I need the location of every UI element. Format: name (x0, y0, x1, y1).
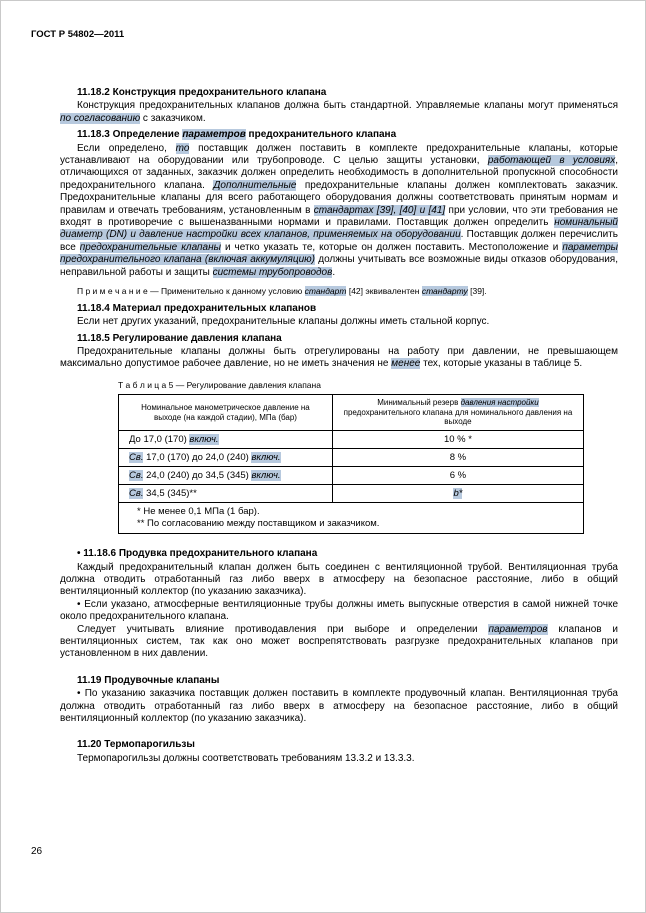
text-run: 24,0 (240) до 34,5 (345) (143, 469, 252, 481)
text-run: Если нет других указаний, предохранительные клапаны должны иметь стальной корпус. (77, 316, 490, 328)
table-row (119, 484, 584, 502)
table-row (119, 466, 584, 484)
highlighted-term: включ. (189, 433, 219, 445)
text-run: поставщик должен поставить в комплекте предохранительные клапаны, которые устанавливают на оборудовании или трубопроводе. С целью защиты установки, (60, 142, 618, 167)
highlighted-term: параметров (182, 129, 246, 141)
text-run: Если определено, (77, 142, 176, 154)
text-run: 10 % * (443, 433, 472, 445)
paragraph (60, 688, 618, 725)
table-footnotes-cell (119, 502, 584, 533)
highlighted-term: стандартах [39], [40] и [41] (313, 204, 446, 216)
table-caption: Т а б л и ц а 5 — Регулирование давления клапана (118, 379, 321, 390)
text-run: при условии, что эти требования не входят в противоречие с вышеназванными нормами и правилами. Поставщик должен определить (60, 204, 618, 229)
pressure-table-section (118, 379, 584, 534)
highlighted-term: давления настройки (460, 398, 539, 408)
text-run: П р и м е ч а н и е — Применительно к данному условию (77, 286, 305, 297)
section-heading (60, 333, 618, 345)
pressure-range-cell (119, 466, 333, 484)
paragraph (60, 100, 618, 125)
highlighted-term: включ. (251, 451, 281, 463)
text-run: предохранительного клапана (245, 129, 397, 141)
document-header: ГОСТ Р 54802—2011 (31, 29, 125, 40)
paragraph (60, 143, 618, 279)
text-run: предохранительные клапаны должен комплектовать заказчик. Предохранительные клапаны для всего работающего оборудования должны соответствовать принятым нормам и правилам и отвечать требованиям, установленным в (60, 179, 618, 216)
text-run: . (332, 266, 336, 278)
reserve-value-cell (332, 466, 583, 484)
text-run: Предохранительные клапаны должны быть отрегулированы на работу при давлении, не превышающем максимально допустимое рабочее давление, но не иметь значения не (60, 345, 618, 370)
highlighted-term: по согласованию (60, 112, 141, 124)
note-paragraph (60, 286, 618, 297)
paragraph (60, 346, 618, 371)
highlighted-term: Св. (129, 469, 144, 481)
text-run: 11.19 Продувочные клапаны (77, 674, 220, 686)
highlighted-term: стандарт (304, 286, 347, 297)
highlighted-term: параметров (488, 623, 548, 635)
highlighted-term: Св. (129, 451, 144, 463)
reserve-value-cell (332, 448, 583, 466)
highlighted-term: Св. (129, 487, 144, 499)
highlighted-term: менее (391, 358, 421, 370)
pressure-range-cell (119, 448, 333, 466)
text-run: 11.18.4 Материал предохранительных клапанов (77, 302, 317, 314)
text-run: До 17,0 (170) (129, 433, 190, 445)
paragraph (60, 599, 618, 624)
text-run: [39]. (467, 286, 487, 297)
text-run: Минимальный резерв (377, 398, 461, 408)
highlighted-term: номинальный диаметр (DN) и давление настройки всех клапанов, применяемых на оборудовании (60, 217, 618, 241)
text-run: • 11.18.6 Продувка предохранительного клапана (77, 548, 318, 560)
text-run: с заказчиком. (140, 112, 206, 124)
paragraph (60, 753, 618, 765)
pressure-regulation-table (118, 394, 584, 534)
paragraph (60, 316, 618, 328)
text-run: • Если указано, атмосферные вентиляционные трубы должны иметь выпускные отверстия в самой нижней точке около предохранительного клапана. (60, 598, 618, 623)
text-run: 11.20 Термопарогильзы (77, 739, 195, 751)
text-run: 11.18.3 Определение (77, 129, 183, 141)
text-run: [42] эквивалентен (346, 286, 422, 297)
page-number: 26 (31, 846, 43, 857)
text-run: тех, которые указаны в таблице 5. (420, 358, 583, 370)
text-run: Термопарогильзы должны соответствовать требованиям 13.3.2 и 13.3.3. (77, 752, 415, 764)
text-run: должны учитывать все возможные виды отказов оборудования, неправильной работы и защиты (60, 254, 618, 278)
highlighted-term: Дополнительные (213, 179, 297, 191)
document-content (60, 83, 618, 765)
text-run: клапанов и вентиляционных систем, так как оно может воспрепятствовать разгрузке предохранительных клапанов при установленном в них давлении. (60, 623, 618, 660)
section-heading (60, 129, 618, 141)
paragraph (60, 624, 618, 661)
table-footnote: * Не менее 0,1 МПа (1 бар). (137, 505, 260, 517)
table-header-row (119, 395, 584, 431)
text-run: , отличающихся от заданных, заказчик должен определить необходимость в дополнительной пропускной способности предохранительного клапана. (60, 155, 618, 191)
table-row (119, 430, 584, 448)
reserve-value-cell (332, 484, 583, 502)
table-header-cell (332, 395, 583, 431)
table-row (119, 448, 584, 466)
paragraph (60, 562, 618, 599)
text-run: 17,0 (170) до 24,0 (240) (143, 451, 252, 463)
highlighted-term: предохранительные клапаны (79, 241, 221, 253)
section-heading (60, 548, 618, 560)
text-run: Конструкция предохранительных клапанов должна быть стандартной. Управляемые клапаны могут применяться (77, 100, 618, 112)
table-footnote: ** По согласованию между поставщиком и заказчиком. (137, 517, 380, 529)
reserve-value-cell (332, 430, 583, 448)
table-header-cell (119, 395, 333, 431)
highlighted-term: стандарту (421, 286, 468, 297)
text-run: 6 % (449, 469, 467, 481)
text-run: Следует учитывать влияние противодавления при выборе и определении (77, 623, 489, 635)
pressure-range-cell (119, 430, 333, 448)
text-run: и четко указать те, которые он должен поставить. Местоположение и (220, 241, 563, 253)
highlighted-term: работающей в условиях (487, 155, 616, 167)
text-run: Номинальное манометрическое давление на выходе (на каждой стадии), МПа (бар) (141, 402, 310, 422)
section-heading (60, 675, 618, 687)
section-heading (60, 739, 618, 751)
text-run: предохранительного клапана для номинального давления на выходе (343, 407, 573, 427)
text-run: . Поставщик должен перечислить все (60, 229, 619, 253)
text-run: Каждый предохранительный клапан должен быть соединен с вентиляционной трубой. Вентиляционная труба должна отводить отработанный газ либо вверх в атмосферу на безопасное расстояние, либо в общий вентиляционный коллектор (по указанию заказчика). (60, 561, 618, 598)
highlighted-term: системы трубопроводов (212, 266, 333, 278)
highlighted-term: параметры предохранительного клапана (включая аккумуляцию) (60, 241, 618, 266)
pressure-range-cell (119, 484, 333, 502)
table-footnotes-row (119, 502, 584, 533)
section-heading (60, 303, 618, 315)
text-run: 11.18.2 Конструкция предохранительного клапана (77, 87, 327, 98)
text-run: 8 % (449, 451, 467, 463)
highlighted-term: включ. (251, 469, 281, 481)
highlighted-term: b* (453, 487, 463, 499)
text-run: 34,5 (345)** (143, 487, 197, 499)
text-run: 11.18.5 Регулирование давления клапана (77, 332, 282, 344)
text-run: • По указанию заказчика поставщик должен поставить в комплекте продувочный клапан. Вентиляционная труба должна отводить отработанный газ либо вверх в атмосферу на безопасное расстояние, либо в общий вентиляционный коллектор (по указанию заказчика). (60, 688, 618, 724)
highlighted-term: то (175, 142, 190, 154)
section-heading (60, 87, 618, 99)
